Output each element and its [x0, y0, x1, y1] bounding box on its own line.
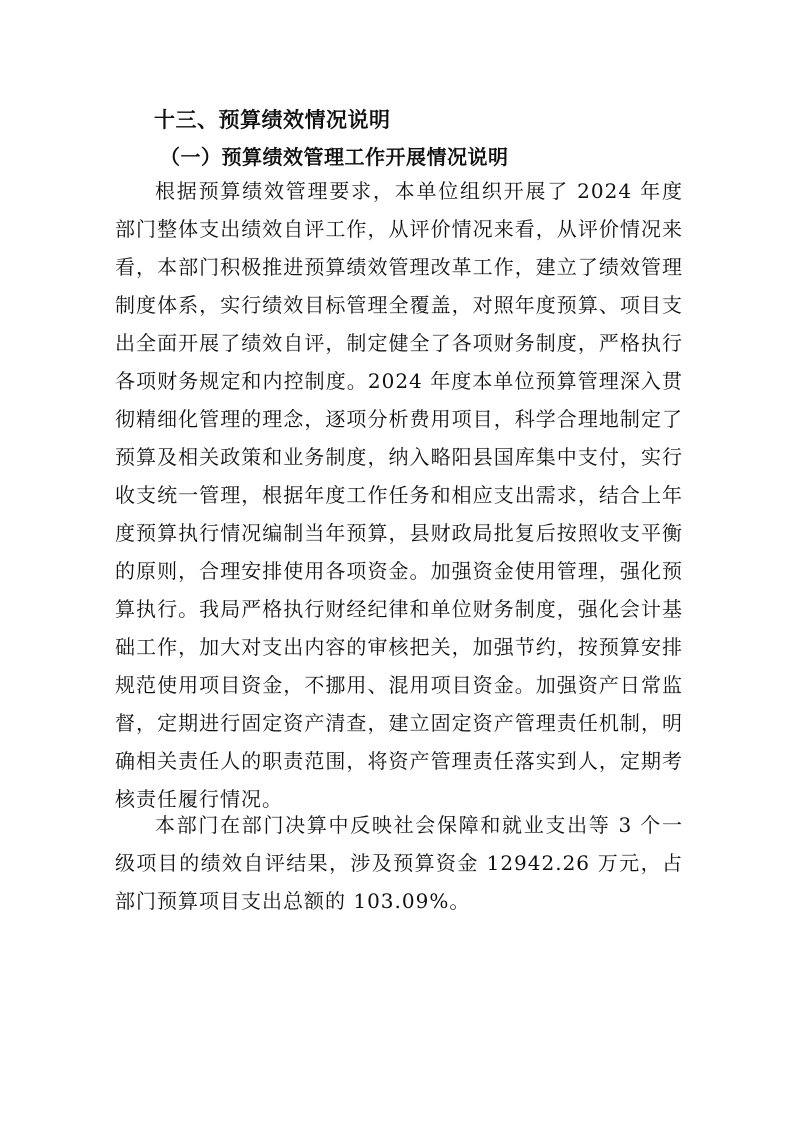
subsection-heading: （一）预算绩效管理工作开展情况说明 [160, 145, 509, 169]
section-heading: 十三、预算绩效情况说明 [154, 108, 391, 132]
body-paragraph-2: 本部门在部门决算中反映社会保障和就业支出等 3 个一级项目的绩效自评结果，涉及预算资金 12942.26 万元，占部门预算项目支出总额的 103.09%。 [115, 813, 683, 913]
body-paragraph-1: 根据预算绩效管理要求，本单位组织开展了 2024 年度部门整体支出绩效自评工作，从评价情况来看，从评价情况来看，本部门积极推进预算绩效管理改革工作，建立了绩效管理制度体系，实行绩效目标管理全覆盖，对照年度预算、项目支出全面开展了绩效自评，制定健全了各项财务制度，严格执行各项财务规定和内控制度。2024 年度本单位预算管理深入贯彻精细化管理的理念，逐项分析费用项目，科学合理地制定了预算及相关政策和业务制度，纳入略阳县国库集中支付，实行收支统一管理，根据年度工作任务和相应支出需求，结合上年度预算执行情况编制当年预算，县财政局批复后按照收支平衡的原则，合理安排使用各项资金。加强资金使用管理，强化预算执行。我局严格执行财经纪律和单位财务制度，强化会计基础工作，加大对支出内容的审核把关，加强节约，按预算安排规范使用项目资金，不挪用、混用项目资金。加强资产日常监督，定期进行固定资产清查，建立固定资产管理责任机制，明确相关责任人的职责范围，将资产管理责任落实到人，定期考核责任履行情况。 [115, 179, 683, 811]
